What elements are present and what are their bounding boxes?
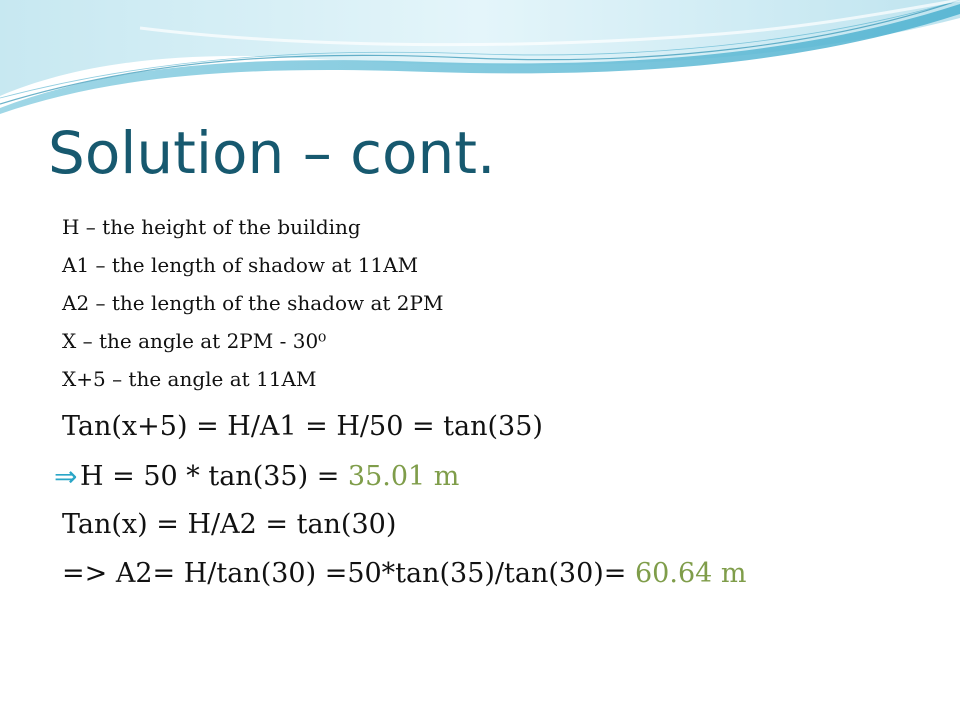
slide-body [54, 208, 922, 598]
equation-text: => A2= H/tan(30) =50*tan(35)/tan(30)= [62, 558, 635, 589]
equation-text: Tan(x) = H/A2 = tan(30) [62, 509, 397, 540]
equation-text: H = 50 * tan(35) = [80, 461, 348, 492]
equation-line [54, 451, 922, 500]
equation-result: 35.01 m [347, 461, 460, 492]
definition-line: X – the angle at 2PM - 30⁰ [62, 329, 327, 353]
equation-text: Tan(x+5) = H/A1 = H/50 = tan(35) [62, 411, 543, 442]
definition-line: A2 – the length of the shadow at 2PM [62, 291, 444, 315]
definition-line: X+5 – the angle at 11AM [62, 367, 317, 391]
equation-line [62, 402, 922, 451]
equation-result: 60.64 m [635, 558, 747, 589]
implies-arrow-icon: ⇒ [54, 460, 78, 493]
slide-title: Solution – cont. [48, 119, 496, 187]
equation-line [62, 500, 922, 549]
equation-line [62, 549, 922, 598]
definition-line: A1 – the length of shadow at 11AM [62, 253, 419, 277]
wave-banner [0, 0, 960, 120]
definition-line: H – the height of the building [62, 215, 361, 239]
